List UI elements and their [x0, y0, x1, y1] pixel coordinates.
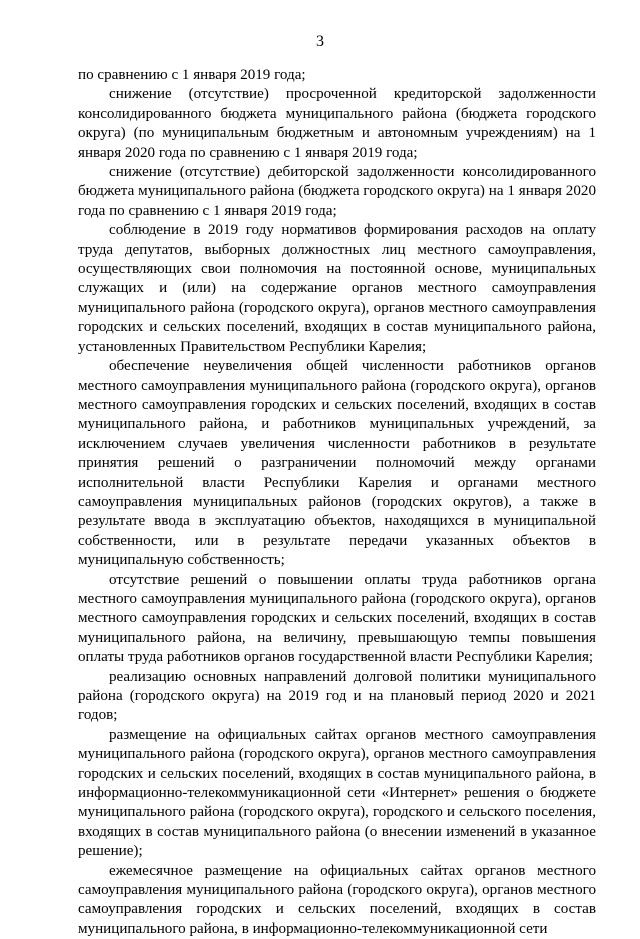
paragraph-monthly-publication: ежемесячное размещение на официальных сайтах органов местного самоуправления муниципального района (городского округа), органов местного самоуправления городских и сельских поселений, входящих в состав муниципального района, в информационно-телекоммуникационной сети	[78, 862, 596, 937]
page-number: 3	[316, 33, 324, 50]
paragraph-payables-reduction: снижение (отсутствие) просроченной кредиторской задолженности консолидированного бюджета муниципального района (бюджета городского округа) (по муниципальным бюджетным и автономным учреждениям) на 1 января 2020 года по сравнению с 1 января 2019 года;	[78, 86, 596, 161]
paragraph-headcount-limit: обеспечение неувеличения общей численности работников органов местного самоуправления муниципального района (городского округа), органов местного самоуправления городских и сельских поселений, входящих в состав муниципального района, и работников муниципальных учреждений, за исключением случаев увеличения численности работников в результате принятия решений о разграничении полномочий между органами исполнительной власти Республики Карелия и органами местного самоуправления муниципальных районов (городских округов), а также в результате ввода в эксплуатацию объектов, находящихся в муниципальной собственности, или в результате передачи указанных объектов в муниципальную собственность;	[78, 358, 596, 569]
paragraph-continuation: по сравнению с 1 января 2019 года;	[78, 67, 306, 83]
paragraph-labor-cost-norms: соблюдение в 2019 году нормативов формирования расходов на оплату труда депутатов, выборных должностных лиц местного самоуправления, осуществляющих свои полномочия на постоянной основе, муниципальных служащих и (или) на содержание органов местного самоуправления муниципального района (городского округа), органов местного самоуправления городских и сельских поселений, входящих в состав муниципального района, установленных Правительством Республики Карелия;	[78, 222, 596, 355]
paragraph-receivables-reduction: снижение (отсутствие) дебиторской задолженности консолидированного бюджета муниципального района (бюджета городского округа) на 1 января 2020 года по сравнению с 1 января 2019 года;	[78, 164, 596, 219]
paragraph-budget-publication: размещение на официальных сайтах органов местного самоуправления муниципального района (городского округа), органов местного самоуправления городских и сельских поселений, входящих в состав муниципального района, в информационно-телекоммуникационной сети «Интернет» решения о бюджете муниципального района (городского округа), городского и сельского поселения, входящих в состав муниципального района (о внесении изменений в указанное решение);	[78, 726, 596, 860]
paragraph-debt-policy: реализацию основных направлений долговой политики муниципального района (городского округа) на 2019 год и на плановый период 2020 и 2021 годов;	[78, 668, 596, 724]
paragraph-no-pay-increase: отсутствие решений о повышении оплаты труда работников органа местного самоуправления муниципального района (городского округа), органов местного самоуправления городских и сельских поселений, входящих в состав муниципального района, на величину, превышающую темпы повышения оплаты труда работников органов государственной власти Республики Карелия;	[78, 571, 596, 666]
document-body	[78, 66, 596, 939]
